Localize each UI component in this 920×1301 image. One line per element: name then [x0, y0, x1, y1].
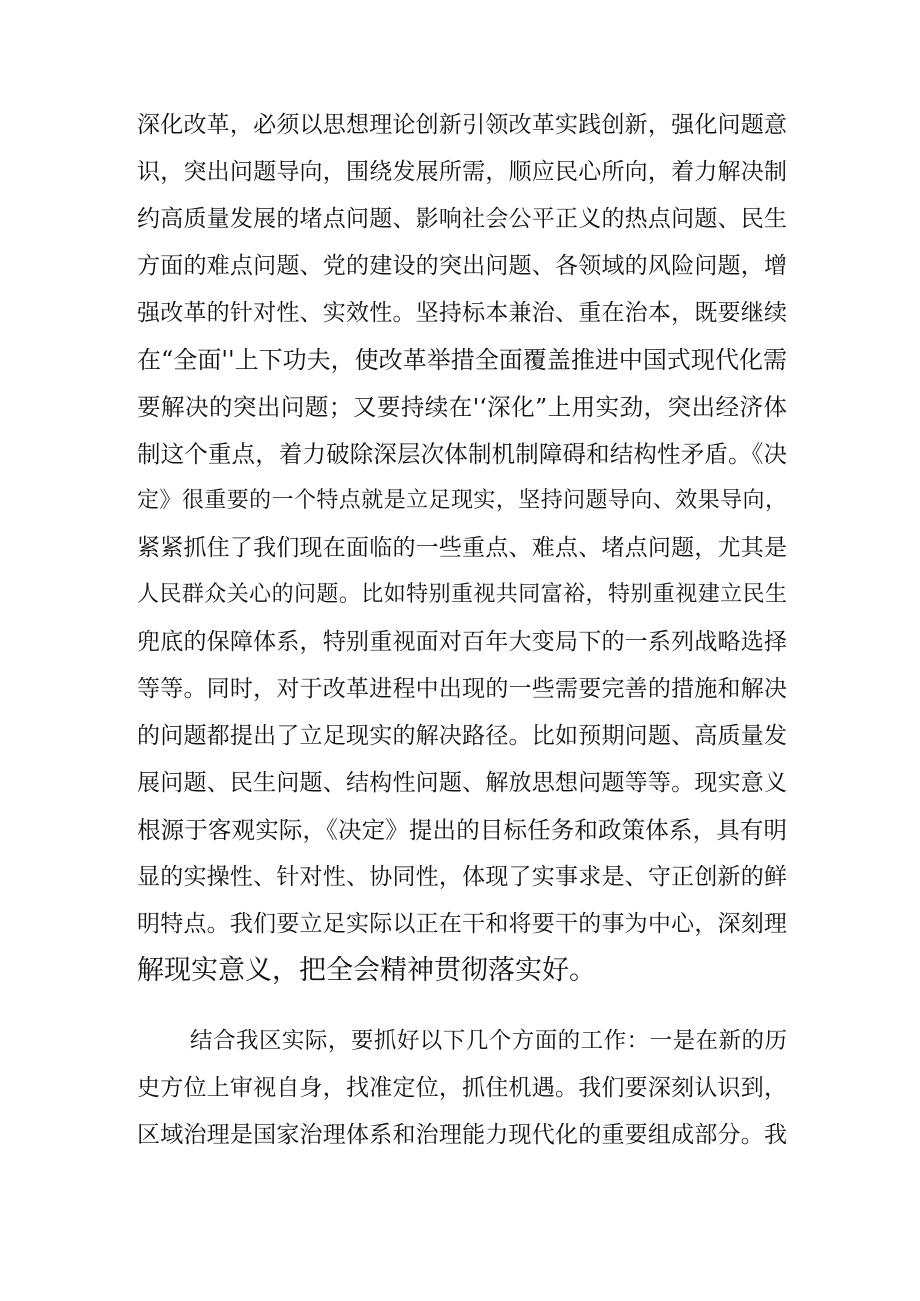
text-line: 展问题、民生问题、结构性问题、解放思想问题等等。现实意义 [137, 770, 787, 796]
text-line: 区域治理是国家治理体系和治理能力现代化的重要组成部分。我 [137, 1122, 787, 1148]
text-line: 紧紧抓住了我们现在面临的一些重点、难点、堵点问题，尤其是 [137, 535, 787, 561]
text-line: 识，突出问题导向，围绕发展所需，顺应民心所向，着力解决制 [137, 159, 787, 185]
text-line: 制这个重点，着力破除深层次体制机制障碍和结构性矛盾。《决 [137, 440, 787, 468]
text-line: 定》很重要的一个特点就是立足现实，坚持问题导向、效果导向， [137, 488, 787, 513]
text-line: 根源于客观实际，《决定》提出的目标任务和政策体系，具有明 [137, 816, 787, 844]
text-line: 明特点。我们要立足实际以正在干和将要干的事为中心，深刻理 [137, 911, 787, 937]
text-line: 兜底的保障体系，特别重视面对百年大变局下的一系列战略选择 [137, 629, 787, 655]
text-line: 强改革的针对性、实效性。坚持标本兼治、重在治本，既要继续 [137, 300, 787, 326]
text-line: 等等。同时，对于改革进程中出现的一些需要完善的措施和解决 [137, 676, 787, 702]
text-line: 方面的难点问题、党的建设的突出问题、各领域的风险问题，增 [137, 253, 787, 279]
text-line: 显的实操性、针对性、协同性，体现了实事求是、守正创新的鲜 [137, 864, 787, 890]
text-line: 史方位上审视自身，找准定位，抓住机遇。我们要深刻认识到， [137, 1075, 787, 1101]
text-line: 在“全面''上下功夫，使改革举措全面覆盖推进中国式现代化需 [137, 346, 787, 374]
text-line: 约高质量发展的堵点问题、影响社会公平正义的热点问题、民生 [137, 206, 787, 232]
text-line: 人民群众关心的问题。比如特别重视共同富裕，特别重视建立民生 [137, 582, 787, 607]
text-line: 深化改革，必须以思想理论创新引领改革实践创新，强化问题意 [137, 112, 787, 138]
text-line: 结合我区实际，要抓好以下几个方面的工作：一是在新的历 [190, 1028, 787, 1054]
text-line: 解现实意义，把全会精神贯彻落实好。 [137, 955, 596, 986]
text-line: 的问题都提出了立足现实的解决路径。比如预期问题、高质量发 [137, 723, 787, 749]
text-line: 要解决的突出问题；又要持续在'‘深化”上用实劲，突出经济体 [137, 393, 787, 421]
